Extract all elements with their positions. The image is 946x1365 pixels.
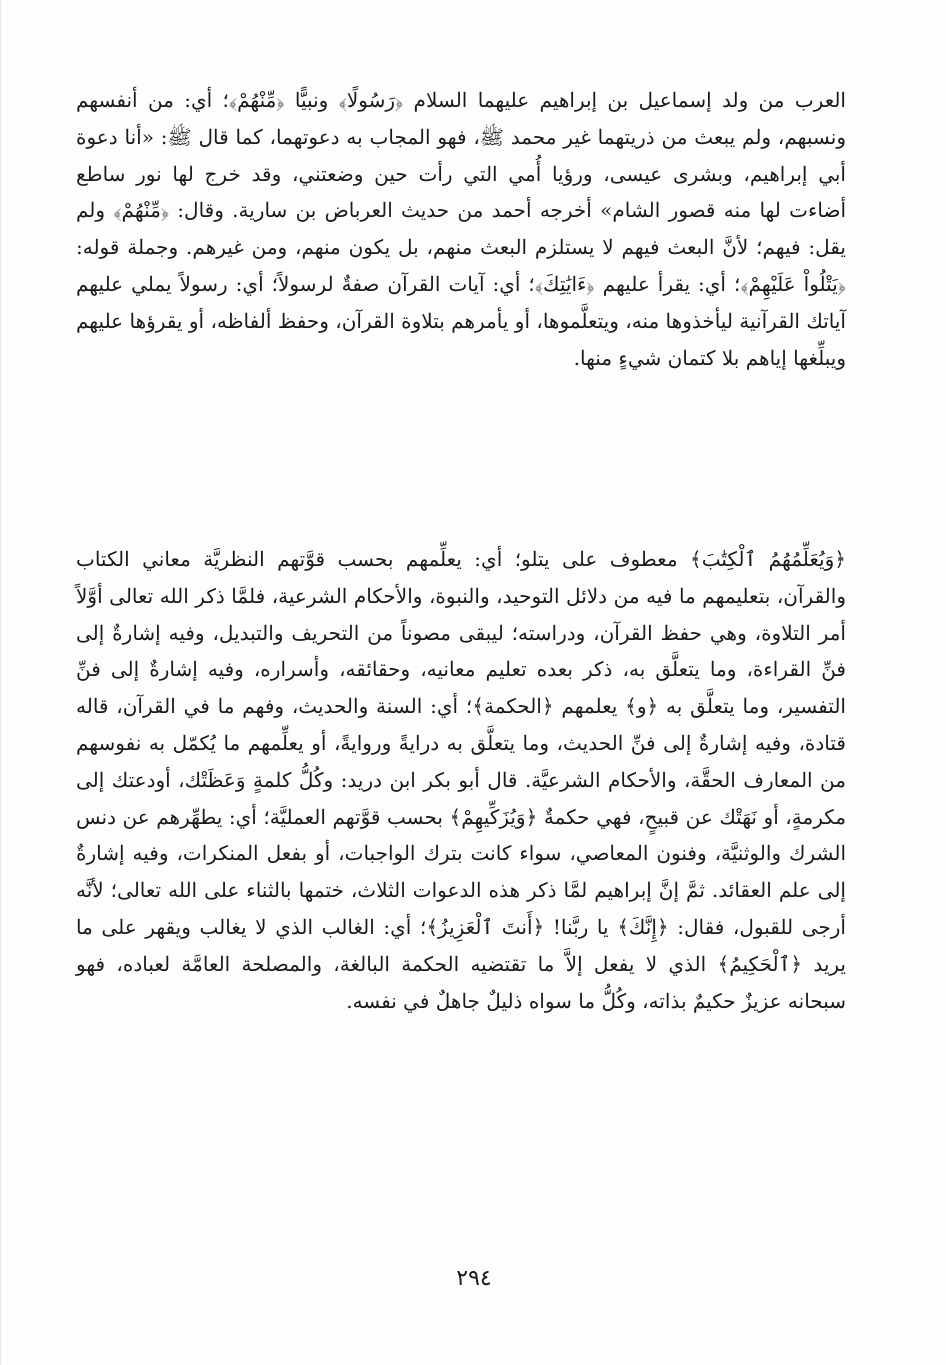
- paragraph-1: العرب من ولد إسماعيل بن إبراهيم عليهما السلام ﴿رَسُولًا﴾ ونبيًّا ﴿مِّنْهُمْ﴾؛ أي: من أنفسهم ونسبهم، ولم يبعث من ذريتهما غير محمد ﷺ، فهو المجاب به دعوتهما، كما قال ﷺ: «أنا دعوة أبي إبراهيم، وبشرى عيسى، ورؤيا أُمي التي رأت حين وضعتني، وقد خرج لها نور ساطع أضاءت لها منه قصور الشام» أخرجه أحمد من حديث العرباض بن سارية. وقال: ﴿مِّنْهُمْ﴾ ولم يقل: فيهم؛ لأنَّ البعث فيهم لا يستلزم البعث منهم، بل يكون منهم، ومن غيرهم. وجملة قوله: ﴿يَتْلُواْ عَلَيْهِمْ﴾؛ أي: يقرأ عليهم ﴿ءَايَٰتِكَ﴾؛ أي: آيات القرآن صفةٌ لرسولاً؛ أي: رسولاً يملي عليهم آياتك القرآنية ليأخذوها منه، ويتعلَّموها، أو يأمرهم بتلاوة القرآن، وحفظ ألفاظه، أو يقرؤها عليهم ويبلِّغها إياهم بلا كتمان شيءٍ منها.: [76, 88, 846, 370]
- page-number: ٢٩٤: [456, 1266, 492, 1291]
- paragraph-2: ﴿وَيُعَلِّمُهُمُ ٱلْكِتَٰبَ﴾ معطوف على يتلو؛ أي: يعلِّمهم بحسب قوَّتهم النظريَّة معاني الكتاب والقرآن، بتعليمهم ما فيه من دلائل التوحيد، والنبوة، والأحكام الشرعية، فلمَّا ذكر الله تعالى أوَّلاً أمر التلاوة، وهي حفظ القرآن، ودراسته؛ ليبقى مصوناً من التحريف والتبديل، وفيه إشارةٌ إلى فنِّ القراءة، وما يتعلَّق به، ذكر بعده تعليم معانيه، وحقائقه، وأسراره، وفيه إشارةٌ إلى فنِّ التفسير، وما يتعلَّق به ﴿و﴾ يعلمهم ﴿الحكمة﴾؛ أي: السنة والحديث، وفهم ما في القرآن، قاله قتادة، وفيه إشارةٌ إلى فنِّ الحديث، وما يتعلَّق به درايةً وروايةً، أو يعلِّمهم ما يُكمّل به نفوسهم من المعارف الحقَّة، والأحكام الشرعيَّة. قال أبو بكر ابن دريد: وكُلُّ كلمةٍ وَعَظَتْك، أودعتك إلى مكرمةٍ، أو نَهَتْك عن قبيحٍ، فهي حكمةٌ ﴿وَيُزَكِّيهِمْ﴾ بحسب قوَّتهم العمليَّة؛ أي: يطهِّرهم عن دنس الشرك والوثنيَّة، وفنون المعاصي، سواء كانت بترك الواجبات، أو بفعل المنكرات، وفيه إشارةٌ إلى علم العقائد. ثمَّ إنَّ إبراهيم لمَّا ذكر هذه الدعوات الثلاث، ختمها بالثناء على الله تعالى؛ لأنَّه أرجى للقبول، فقال: ﴿إِنَّكَ﴾ يا ربَّنا! ﴿أَنتَ ٱلْعَزِيزُ﴾؛ أي: الغالب الذي لا يغالب ويقهر على ما يريد ﴿ٱلْحَكِيمُ﴾ الذي لا يفعل إلاَّ ما تقتضيه الحكمة البالغة، والمصلحة العامَّة لعباده، فهو سبحانه عزيزٌ حكيمٌ بذاته، وكُلُّ ما سواه ذليلٌ جاهلٌ في نفسه.: [76, 547, 846, 1013]
